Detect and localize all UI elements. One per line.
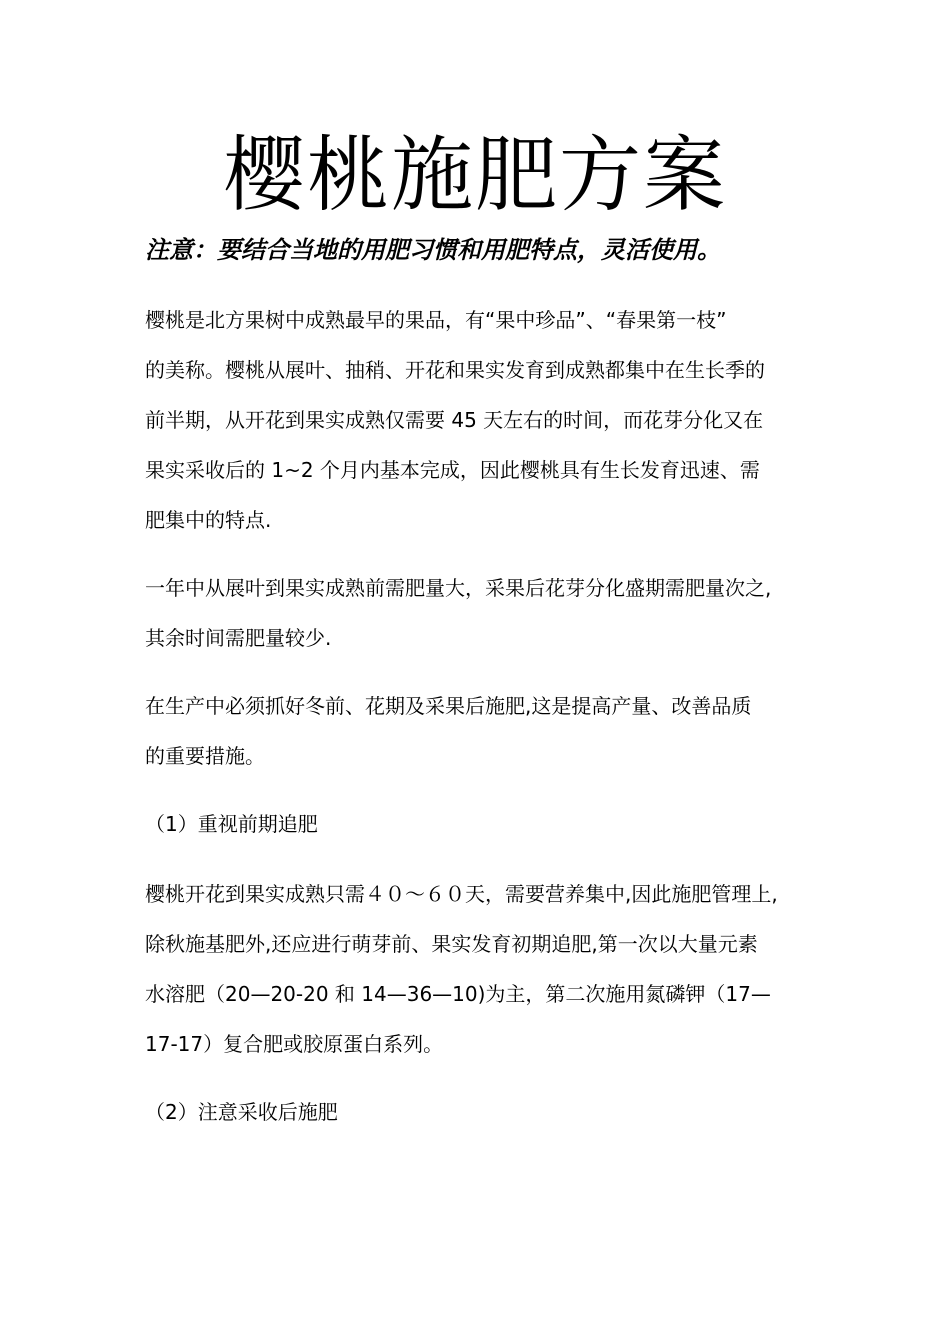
paragraph-line: 其余时间需肥量较少. <box>145 626 332 650</box>
paragraph-line: 的美称。樱桃从展叶、抽稍、开花和果实发育到成熟都集中在生长季的 <box>145 358 765 382</box>
paragraph-line: 前半期，从开花到果实成熟仅需要 45 天左右的时间，而花芽分化又在 <box>145 408 764 432</box>
paragraph-line: 的重要措施。 <box>145 744 265 768</box>
paragraph-intro <box>145 295 815 545</box>
section-heading-early-fertilizing: （1）重视前期追肥 <box>145 812 318 836</box>
paragraph-line: 水溶肥（20—20-20 和 14—36—10)为主，第二次施用氮磷钾（17— <box>145 982 771 1006</box>
paragraph-line: 肥集中的特点. <box>145 508 272 532</box>
paragraph-line: 樱桃是北方果树中成熟最早的果品，有“果中珍品”、“春果第一枝” <box>145 308 727 332</box>
paragraph-line: 除秋施基肥外,还应进行萌芽前、果实发育初期追肥,第一次以大量元素 <box>145 932 758 956</box>
paragraph-line: 樱桃开花到果实成熟只需４０～６０天，需要营养集中,因此施肥管理上, <box>145 882 778 906</box>
paragraph-line: 在生产中必须抓好冬前、花期及采果后施肥,这是提高产量、改善品质 <box>145 694 752 718</box>
document-title: 樱桃施肥方案 <box>222 128 727 223</box>
paragraph-fertilizer-demand <box>145 563 815 663</box>
paragraph-key-measures <box>145 681 815 781</box>
paragraph-early-fertilizing <box>145 869 815 1069</box>
section-heading-post-harvest: （2）注意采收后施肥 <box>145 1100 338 1124</box>
paragraph-line: 果实采收后的 1~2 个月内基本完成，因此樱桃具有生长发育迅速、需 <box>145 458 760 482</box>
note-text: 注意：要结合当地的用肥习惯和用肥特点，灵活使用。 <box>145 236 721 264</box>
paragraph-line: 17-17）复合肥或胶原蛋白系列。 <box>145 1032 444 1056</box>
paragraph-line: 一年中从展叶到果实成熟前需肥量大，采果后花芽分化盛期需肥量次之, <box>145 576 772 600</box>
